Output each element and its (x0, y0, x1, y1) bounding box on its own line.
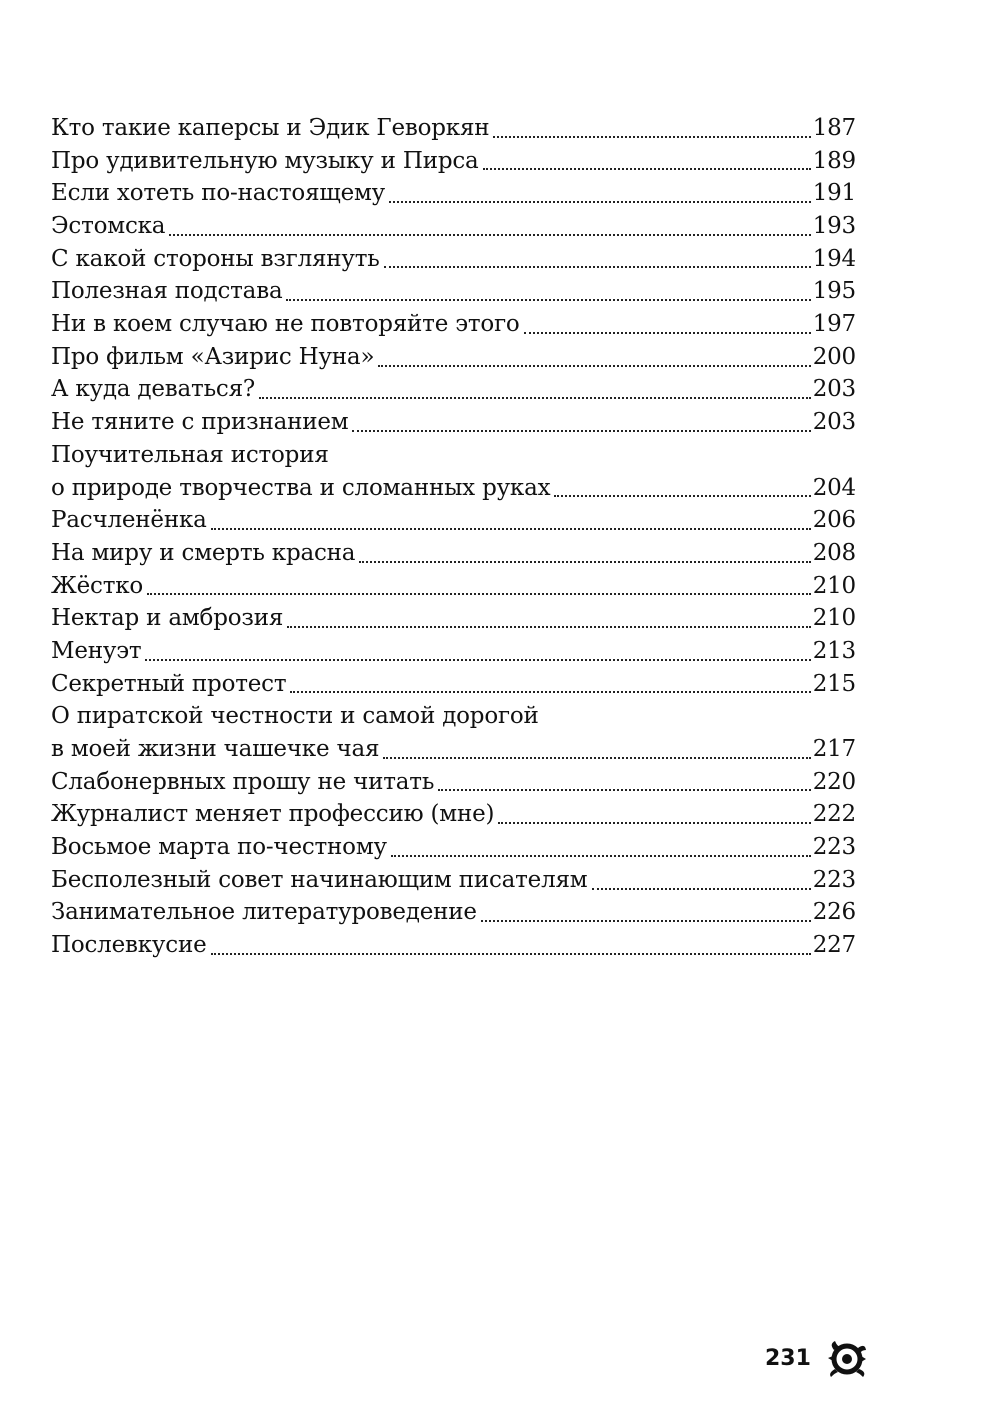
toc-entry-page: 226 (812, 899, 856, 926)
dot-leader (211, 528, 811, 530)
toc-entry-page: 213 (812, 637, 856, 664)
toc-entry (51, 504, 856, 537)
dot-leader (378, 365, 810, 367)
toc-entry (51, 733, 856, 766)
toc-entry-page: 208 (812, 539, 856, 566)
dot-leader (481, 920, 811, 922)
toc-entry-title: Если хотеть по-настоящему (51, 180, 386, 207)
dot-leader (384, 266, 811, 268)
dot-leader (524, 332, 811, 334)
toc-entry (51, 897, 856, 930)
toc-entry-page: 187 (812, 114, 856, 141)
toc-entry (51, 635, 856, 668)
toc-entry (51, 472, 856, 505)
toc-entry-title: о природе творчества и сломанных руках (51, 474, 551, 501)
toc-entry-title: Журналист меняет профессию (мне) (51, 801, 495, 828)
toc-entry (51, 864, 856, 897)
toc-entry-title: Восьмое марта по-честному (51, 834, 387, 861)
toc-entry (51, 374, 856, 407)
toc-entry-title-first-line (51, 439, 856, 472)
toc-entry-page: 210 (812, 572, 856, 599)
toc-entry-page: 193 (812, 213, 856, 240)
toc-entry-page: 197 (812, 311, 856, 338)
toc-entry-title: Жёстко (51, 572, 144, 599)
toc-entry-page: 191 (812, 180, 856, 207)
page-footer (765, 1338, 869, 1378)
toc-entry (51, 668, 856, 701)
toc-entry-page: 222 (812, 801, 856, 828)
toc-entry-title: Про удивительную музыку и Пирса (51, 147, 479, 174)
toc-entry-page: 223 (812, 866, 856, 893)
toc-entry-page: 215 (812, 670, 856, 697)
toc-entry-title: Полезная подстава (51, 278, 283, 305)
toc-entry (51, 243, 856, 276)
toc-entry (51, 831, 856, 864)
toc-entry-title: Нектар и амброзия (51, 605, 284, 632)
toc-entry (51, 929, 856, 962)
toc-entry (51, 570, 856, 603)
dot-leader (438, 789, 811, 791)
toc-entry-page: 220 (812, 768, 856, 795)
toc-entry (51, 537, 856, 570)
toc-entry-title: Не тяните с признанием (51, 409, 349, 436)
toc-entry-title: С какой стороны взглянуть (51, 245, 380, 272)
table-of-contents (51, 112, 856, 962)
dot-leader (483, 168, 811, 170)
dot-leader (498, 822, 810, 824)
toc-entry-title: А куда деваться? (51, 376, 256, 403)
toc-entry-title: Занимательное литературоведение (51, 899, 477, 926)
toc-entry (51, 145, 856, 178)
dot-leader (554, 495, 810, 497)
toc-entry-title: Расчленёнка (51, 507, 207, 534)
toc-entry-page: 195 (812, 278, 856, 305)
toc-entry-title-line1: О пиратской честности и самой дорогой (51, 703, 539, 730)
toc-entry-page: 200 (812, 343, 856, 370)
toc-entry-title: Секретный протест (51, 670, 287, 697)
dot-leader (145, 659, 810, 661)
dot-leader (290, 691, 810, 693)
toc-entry-page: 223 (812, 834, 856, 861)
dot-leader (147, 593, 811, 595)
page-number: 231 (765, 1345, 811, 1371)
dot-leader (359, 561, 810, 563)
dot-leader (259, 397, 811, 399)
dot-leader (286, 299, 810, 301)
toc-entry-page: 189 (812, 147, 856, 174)
toc-entry (51, 766, 856, 799)
toc-entry-title: Про фильм «Азирис Нуна» (51, 343, 375, 370)
dot-leader (493, 136, 810, 138)
toc-entry-page: 217 (812, 736, 856, 763)
toc-entry-title: Ни в коем случаю не повторяйте этого (51, 311, 520, 338)
toc-entry (51, 406, 856, 439)
dot-leader (352, 430, 810, 432)
dot-leader (391, 855, 811, 857)
toc-entry-title-first-line (51, 700, 856, 733)
toc-entry-page: 204 (812, 474, 856, 501)
toc-entry-title: На миру и смерть красна (51, 539, 356, 566)
toc-entry-page: 194 (812, 245, 856, 272)
toc-entry-title: Бесполезный совет начинающим писателям (51, 866, 588, 893)
toc-entry-page: 203 (812, 409, 856, 436)
dot-leader (287, 626, 811, 628)
toc-entry (51, 602, 856, 635)
toc-entry (51, 112, 856, 145)
toc-entry (51, 798, 856, 831)
dot-leader (169, 234, 810, 236)
toc-entry-title: Послевкусие (51, 932, 207, 959)
dot-leader (592, 888, 811, 890)
toc-entry-title: Кто такие каперсы и Эдик Геворкян (51, 114, 490, 141)
toc-entry-title: Менуэт (51, 637, 142, 664)
dot-leader (383, 757, 810, 759)
dot-leader (389, 201, 811, 203)
toc-entry (51, 341, 856, 374)
toc-entry-page: 206 (812, 507, 856, 534)
toc-entry-title-line1: Поучительная история (51, 441, 329, 468)
toc-entry (51, 177, 856, 210)
toc-entry-title: Слабонервных прошу не читать (51, 768, 435, 795)
toc-entry (51, 275, 856, 308)
toc-entry-title: Эстомска (51, 213, 166, 240)
dragon-icon (825, 1338, 869, 1378)
toc-entry (51, 308, 856, 341)
dot-leader (211, 953, 811, 955)
toc-entry-page: 203 (812, 376, 856, 403)
toc-entry-page: 210 (812, 605, 856, 632)
toc-entry (51, 210, 856, 243)
toc-entry-page: 227 (812, 932, 856, 959)
toc-entry-title: в моей жизни чашечке чая (51, 736, 380, 763)
